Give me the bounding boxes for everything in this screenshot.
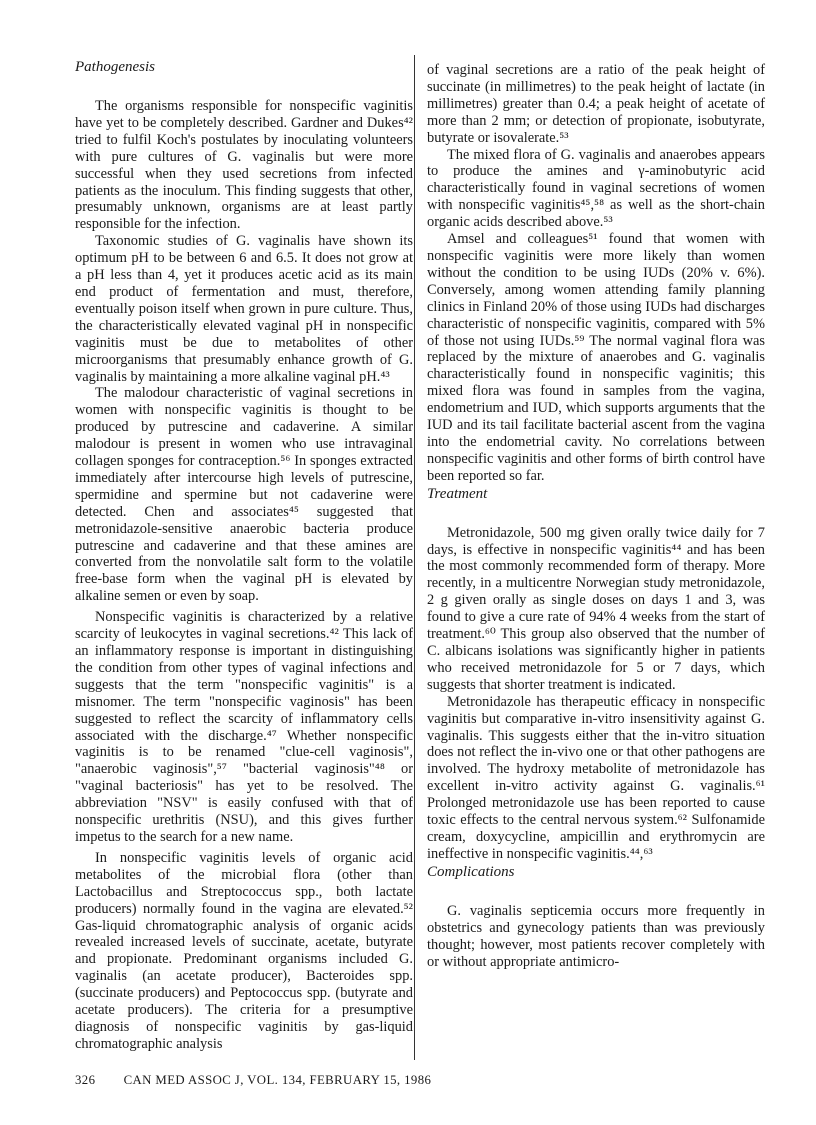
paragraph: The organisms responsible for nonspecific vaginitis have yet to be completely described. Gardner and Dukes⁴² tried to fulfil Koch's postulates by inoculating volunteers with pure cultures of G. vaginalis but were more successful when they used secretions from infected patients as the inoculum. This finding suggests that other, presumably unknown, organisms are at least partly responsible for the infection.: [75, 98, 413, 233]
paragraph: The malodour characteristic of vaginal secretions in women with nonspecific vaginitis is thought to be produced by putrescine and cadaverine. A similar malodour is present in women who use intravaginal collagen sponges for contraception.⁵⁶ In sponges extracted immediately after intercourse high levels of putrescine, spermidine and spermine but not cadaverine were detected. Chen and associates⁴⁵ suggested that metronidazole-sensitive anaerobic bacteria produce putrescine and cadaverine and that these amines are converted from the nonvolatile salt form to the volatile free-base form when the vaginal pH is elevated by alkaline semen or even by soap.: [75, 385, 413, 605]
right-column: [427, 62, 765, 970]
paragraph: Taxonomic studies of G. vaginalis have shown its optimum pH to be between 6 and 6.5. It does not grow at a pH less than 4, yet it produces acetic acid as its main end product of fermentation and must, therefore, eventually poison itself when grown in pure culture. Thus, the characteristically elevated vaginal pH in nonspecific vaginitis must be due to metabolites of other microorganisms that presumably enhance growth of G. vaginalis by maintaining a more alkaline vaginal pH.⁴³: [75, 233, 413, 385]
paragraph: G. vaginalis septicemia occurs more frequently in obstetrics and gynecology patients than was previously thought; however, most patients recover completely with or without appropriate antimicro-: [427, 902, 765, 970]
paragraph: Nonspecific vaginitis is characterized by a relative scarcity of leukocytes in vaginal secretions.⁴² This lack of an inflammatory response is important in distinguishing the condition from other types of vaginal infections and suggests that the term "nonspecific vaginitis" is a misnomer. The term "nonspecific vaginosis" has been suggested to reflect the scarcity of inflammatory cells associated with the discharge.⁴⁷ Whether nonspecific vaginitis is to be renamed "clue-cell vaginosis", "anaerobic vaginosis",⁵⁷ "bacterial vaginosis"⁴⁸ or "vaginal bacteriosis" has yet to be resolved. The abbreviation "NSV" is easily confused with that of nonspecific urethritis (NSU), and this gives further impetus to the search for a new name.: [75, 609, 413, 845]
paragraph: In nonspecific vaginitis levels of organic acid metabolites of the microbial flora (other than Lactobacillus and Streptococcus spp., both lactate producers) normally found in the vagina are elevated.⁵² Gas-liquid chromatographic analysis of organic acids revealed increased levels of succinate, acetate, butyrate and propionate. Predominant organisms included G. vaginalis (an acetate producer), Bacteroides spp. (succinate producers) and Peptococcus spp. (butyrate and acetate producers). The criteria for a presumptive diagnosis of nonspecific vaginitis by gas-liquid chromatographic analysis: [75, 849, 413, 1052]
section-heading-treatment: Treatment: [427, 485, 488, 502]
section-heading-pathogenesis: Pathogenesis: [75, 59, 155, 75]
paragraph: The mixed flora of G. vaginalis and anaerobes appears to produce the amines and γ-aminobutyric acid characteristically found in vaginal secretions of women with nonspecific vaginitis⁴⁵,⁵⁸ as well as the short-chain organic acids described above.⁵³: [427, 146, 765, 231]
paragraph: Amsel and colleagues⁵¹ found that women with nonspecific vaginitis were more likely than women without the condition to be using IUDs (20% v. 6%). Conversely, among women attending family planning clinics in Finland 20% of those using IUDs had discharges characteristic of nonspecific vaginitis, compared with 5% of those not using IUDs.⁵⁹ The normal vaginal flora was replaced by the mixture of anaerobes and G. vaginalis characteristically found in nonspecific vaginitis; this mixed flora was found in samples from the vagina, endometrium and IUD, which supports arguments that the IUD and its tail facilitate bacterial ascent from the vagina into the endometrial cavity. No correlations between nonspecific vaginitis and other forms of birth control have been reported so far.: [427, 231, 765, 484]
section-heading-complications: Complications: [427, 863, 515, 880]
journal-citation: CAN MED ASSOC J, VOL. 134, FEBRUARY 15, 1986: [123, 1073, 432, 1087]
column-divider: [414, 55, 415, 1060]
page-footer: [75, 1073, 675, 1088]
paragraph: of vaginal secretions are a ratio of the peak height of succinate (in millimetres) to the peak height of lactate (in millimetres) greater than 0.4; a peak height of acetate of more than 2 mm; or detection of propionate, isobutyrate, butyrate or isovalerate.⁵³: [427, 62, 765, 146]
left-column: [75, 58, 413, 1053]
paragraph: Metronidazole has therapeutic efficacy in nonspecific vaginitis but comparative in-vitro insensitivity against G. vaginalis. This suggests either that the in-vitro situation does not reflect the in-vivo one or that other pathogens are involved. The hydroxy metabolite of metronidazole has excellent in-vitro activity against G. vaginalis.⁶¹ Prolonged metronidazole use has been reported to cause toxic effects to the central nervous system.⁶² Sulfonamide cream, doxycycline, ampicillin and erythromycin are ineffective in nonspecific vaginitis.⁴⁴,⁶³: [427, 693, 765, 862]
paragraph: Metronidazole, 500 mg given orally twice daily for 7 days, is effective in nonspecific vaginitis⁴⁴ and has been the most commonly recommended form of therapy. More recently, in a multicentre Norwegian study metronidazole, 2 g given orally as single doses on days 1 and 3, was found to give a cure rate of 94% 4 weeks from the start of treatment.⁶⁰ This group also observed that the number of C. albicans isolations was significantly higher in patients who received metronidazole for 5 or 7 days, which suggests that shorter treatment is indicated.: [427, 524, 765, 693]
page-number: 326: [75, 1073, 96, 1087]
